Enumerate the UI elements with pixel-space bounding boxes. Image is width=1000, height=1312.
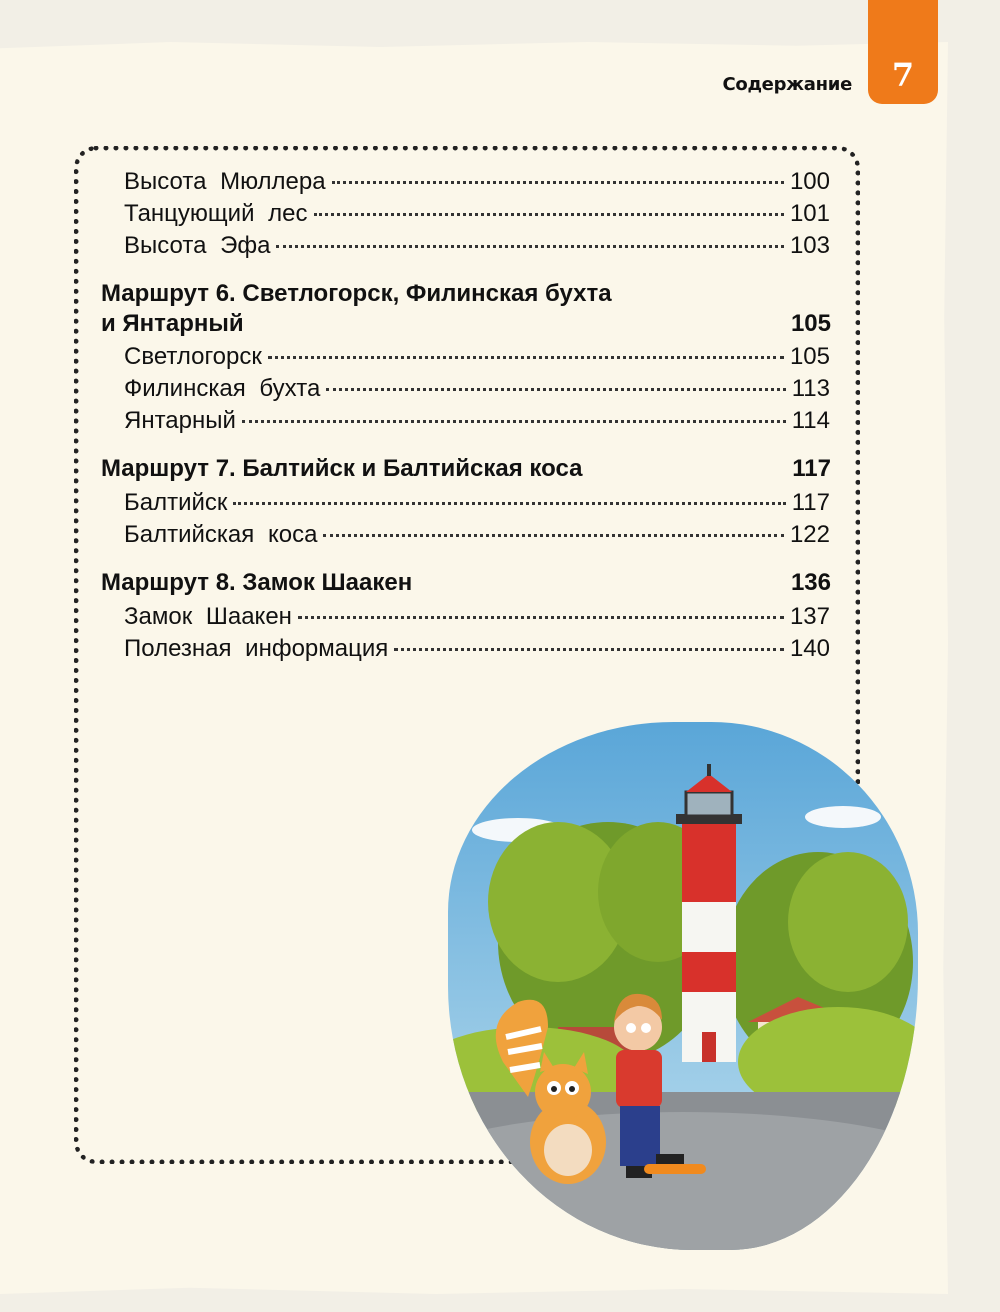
toc-entry-page: 140: [789, 635, 830, 662]
toc-entry[interactable]: [124, 375, 830, 407]
dot-leader: [268, 356, 784, 359]
toc-entry-title: Светлогорск: [124, 343, 262, 370]
toc-entry-title: Высота Мюллера: [124, 168, 326, 195]
section-title: Содержание: [722, 74, 852, 95]
toc-entry-page: 122: [789, 521, 830, 548]
toc-entry-title: Янтарный: [124, 407, 236, 434]
toc-entry-page: 103: [789, 232, 830, 259]
toc-entry-page: 101: [789, 200, 830, 227]
route-heading-title: Маршрут 7. Балтийск и Балтийская коса: [101, 455, 583, 482]
toc-entry-title: Балтийск: [124, 489, 228, 516]
toc-entry-page: 105: [789, 343, 830, 370]
toc-entry[interactable]: [124, 489, 830, 521]
toc-entry-title: Филинская бухта: [124, 375, 321, 402]
toc-entry-title: Замок Шаакен: [124, 603, 292, 630]
dot-leader: [276, 245, 784, 248]
toc-entry-page: 117: [791, 489, 830, 516]
toc-entry-page: 137: [789, 603, 830, 630]
toc-entry[interactable]: [124, 200, 830, 232]
toc-entry-page: 113: [791, 375, 830, 402]
dot-leader: [314, 213, 784, 216]
toc-entry[interactable]: [124, 343, 830, 375]
dot-leader: [326, 388, 785, 391]
route-heading-page: 105: [790, 310, 831, 337]
dot-leader: [332, 181, 784, 184]
route-heading[interactable]: [101, 280, 831, 340]
toc-entry[interactable]: [124, 603, 830, 635]
toc-entry-page: 100: [789, 168, 830, 195]
toc-entry-title: Высота Эфа: [124, 232, 271, 259]
dot-leader: [394, 648, 784, 651]
route-heading-title-cont: и Янтарный: [101, 310, 244, 337]
route-heading-page: 136: [790, 569, 831, 596]
toc-entry-title: Полезная информация: [124, 635, 389, 662]
dot-leader: [233, 502, 785, 505]
toc-entry-page: 114: [791, 407, 830, 434]
route-heading[interactable]: [101, 569, 831, 599]
toc-entry-title: Танцующий лес: [124, 200, 308, 227]
dot-leader: [323, 534, 784, 537]
page-number: 7: [891, 56, 915, 94]
route-heading[interactable]: [101, 455, 831, 485]
route-heading-title: Маршрут 6. Светлогорск, Филинская бухта: [101, 280, 612, 307]
route-heading-title: Маршрут 8. Замок Шаакен: [101, 569, 413, 596]
toc-entry[interactable]: [124, 635, 830, 667]
toc-entry[interactable]: [124, 168, 830, 200]
dot-leader: [298, 616, 784, 619]
toc-entry[interactable]: [124, 521, 830, 553]
toc-entry[interactable]: [124, 232, 830, 264]
route-heading-page: 117: [792, 455, 831, 482]
toc-entry-title: Балтийская коса: [124, 521, 318, 548]
dot-leader: [242, 420, 786, 423]
lighthouse-illustration: [448, 722, 918, 1250]
toc-entry[interactable]: [124, 407, 830, 439]
